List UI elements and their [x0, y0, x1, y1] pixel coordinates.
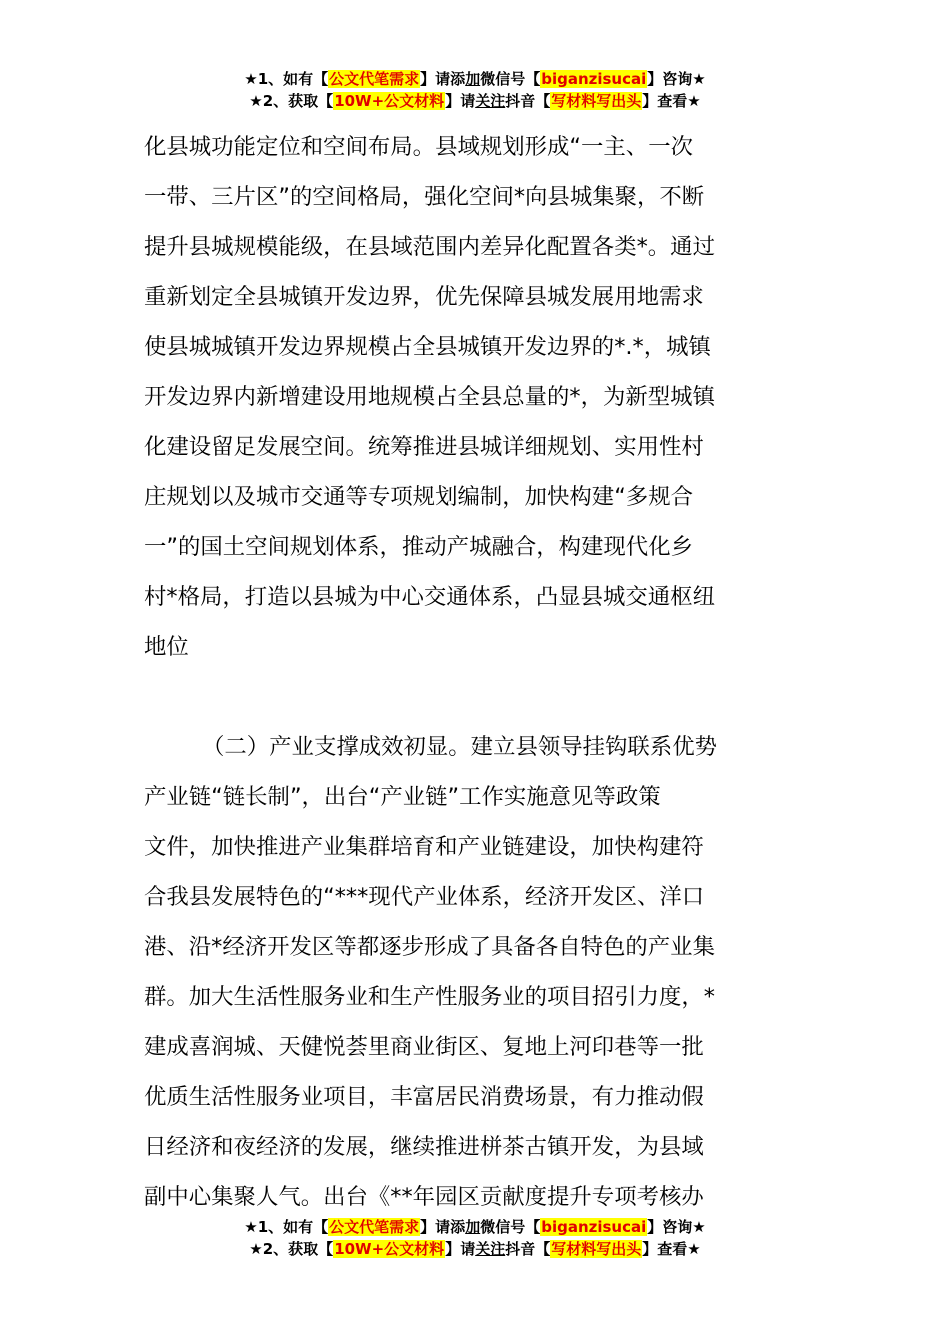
text-line: 化县城功能定位和空间布局。县域规划形成“一主、一次 [144, 134, 693, 160]
text-line: 村*格局，打造以县城为中心交通体系，凸显县城交通枢纽 [144, 584, 715, 610]
text-line: 庄规划以及城市交通等专项规划编制，加快构建“多规合 [144, 484, 693, 510]
text-line: 开发边界内新增建设用地规模占全县总量的*，为新型城镇 [144, 384, 715, 410]
banner-text: 微信号【 [480, 70, 541, 88]
text-line: 一”的国土空间规划体系，推动产城融合，构建现代化乡 [144, 534, 693, 560]
text-line: 合我县发展特色的“***现代产业体系，经济开发区、洋口 [144, 884, 705, 910]
banner-text: 】请 [445, 92, 476, 110]
text-line: 建成喜润城、天健悦荟里商业街区、复地上河印巷等一批 [144, 1034, 704, 1060]
text-line: 优质生活性服务业项目，丰富居民消费场景，有力推动假 [144, 1084, 704, 1110]
banner-highlight: 10W+公文材料 [334, 1240, 445, 1258]
banner-text: 】查看★ [642, 92, 701, 110]
banner-highlight: 10W+公文材料 [334, 92, 445, 110]
banner-text: 】请 [445, 1240, 476, 1258]
text-line: 提升县城规模能级，在县域范围内差异化配置各类*。通过 [144, 234, 715, 260]
header-banner [0, 68, 950, 112]
text-line: 重新划定全县城镇开发边界，优先保障县城发展用地需求 [144, 284, 704, 310]
banner-highlight: 写材料写出头 [551, 92, 642, 110]
text-line: 群。加大生活性服务业和生产性服务业的项目招引力度，* [144, 984, 715, 1010]
document-body [144, 122, 806, 1222]
banner-text: ★2、获取【 [249, 92, 334, 110]
paragraph-2 [144, 722, 806, 1222]
text-line: 一带、三片区”的空间格局，强化空间*向县城集聚，不断 [144, 184, 705, 210]
footer-banner [0, 1216, 950, 1260]
banner-text: ★1、如有【 [244, 1218, 329, 1236]
banner-underline-text: 关注 [475, 92, 506, 110]
paragraph-gap [144, 672, 806, 722]
text-line: 地位 [144, 634, 189, 660]
banner-highlight: biganzisucai [541, 1218, 647, 1236]
text-line: 港、沿*经济开发区等都逐步形成了具备各自特色的产业集 [144, 934, 715, 960]
banner-text: 】咨询★ [647, 70, 706, 88]
banner-highlight: 公文代笔需求 [329, 70, 420, 88]
banner-highlight: 写材料写出头 [551, 1240, 642, 1258]
text-line: （二）产业支撑成效初显。建立县领导挂钩联系优势 [202, 734, 717, 760]
banner-underline-text: 加 [465, 70, 481, 88]
paragraph-1 [144, 122, 806, 672]
banner-line-1 [0, 68, 950, 90]
banner-highlight: 公文代笔需求 [329, 1218, 420, 1236]
text-line: 日经济和夜经济的发展，继续推进栟茶古镇开发，为县域 [144, 1134, 704, 1160]
banner-text: ★1、如有【 [244, 70, 329, 88]
banner-highlight: biganzisucai [541, 70, 647, 88]
banner-text: 抖音【 [505, 1240, 551, 1258]
banner-underline-text: 关注 [475, 1240, 506, 1258]
text-line: 文件，加快推进产业集群培育和产业链建设，加快构建符 [144, 834, 704, 860]
banner-text: 】请添 [420, 1218, 466, 1236]
banner-text: 微信号【 [480, 1218, 541, 1236]
banner-line-1 [0, 1216, 950, 1238]
banner-underline-text: 加 [465, 1218, 481, 1236]
banner-text: ★2、获取【 [249, 1240, 334, 1258]
text-line: 化建设留足发展空间。统筹推进县城详细规划、实用性村 [144, 434, 704, 460]
banner-line-2 [0, 90, 950, 112]
text-line: 产业链“链长制”，出台“产业链”工作实施意见等政策 [144, 784, 661, 810]
text-line: 使县城城镇开发边界规模占全县城镇开发边界的*.*，城镇 [144, 334, 711, 360]
text-line: 副中心集聚人气。出台《**年园区贡献度提升专项考核办 [144, 1184, 704, 1210]
banner-text: 】请添 [420, 70, 466, 88]
banner-text: 】咨询★ [647, 1218, 706, 1236]
banner-line-2 [0, 1238, 950, 1260]
banner-text: 抖音【 [505, 92, 551, 110]
banner-text: 】查看★ [642, 1240, 701, 1258]
